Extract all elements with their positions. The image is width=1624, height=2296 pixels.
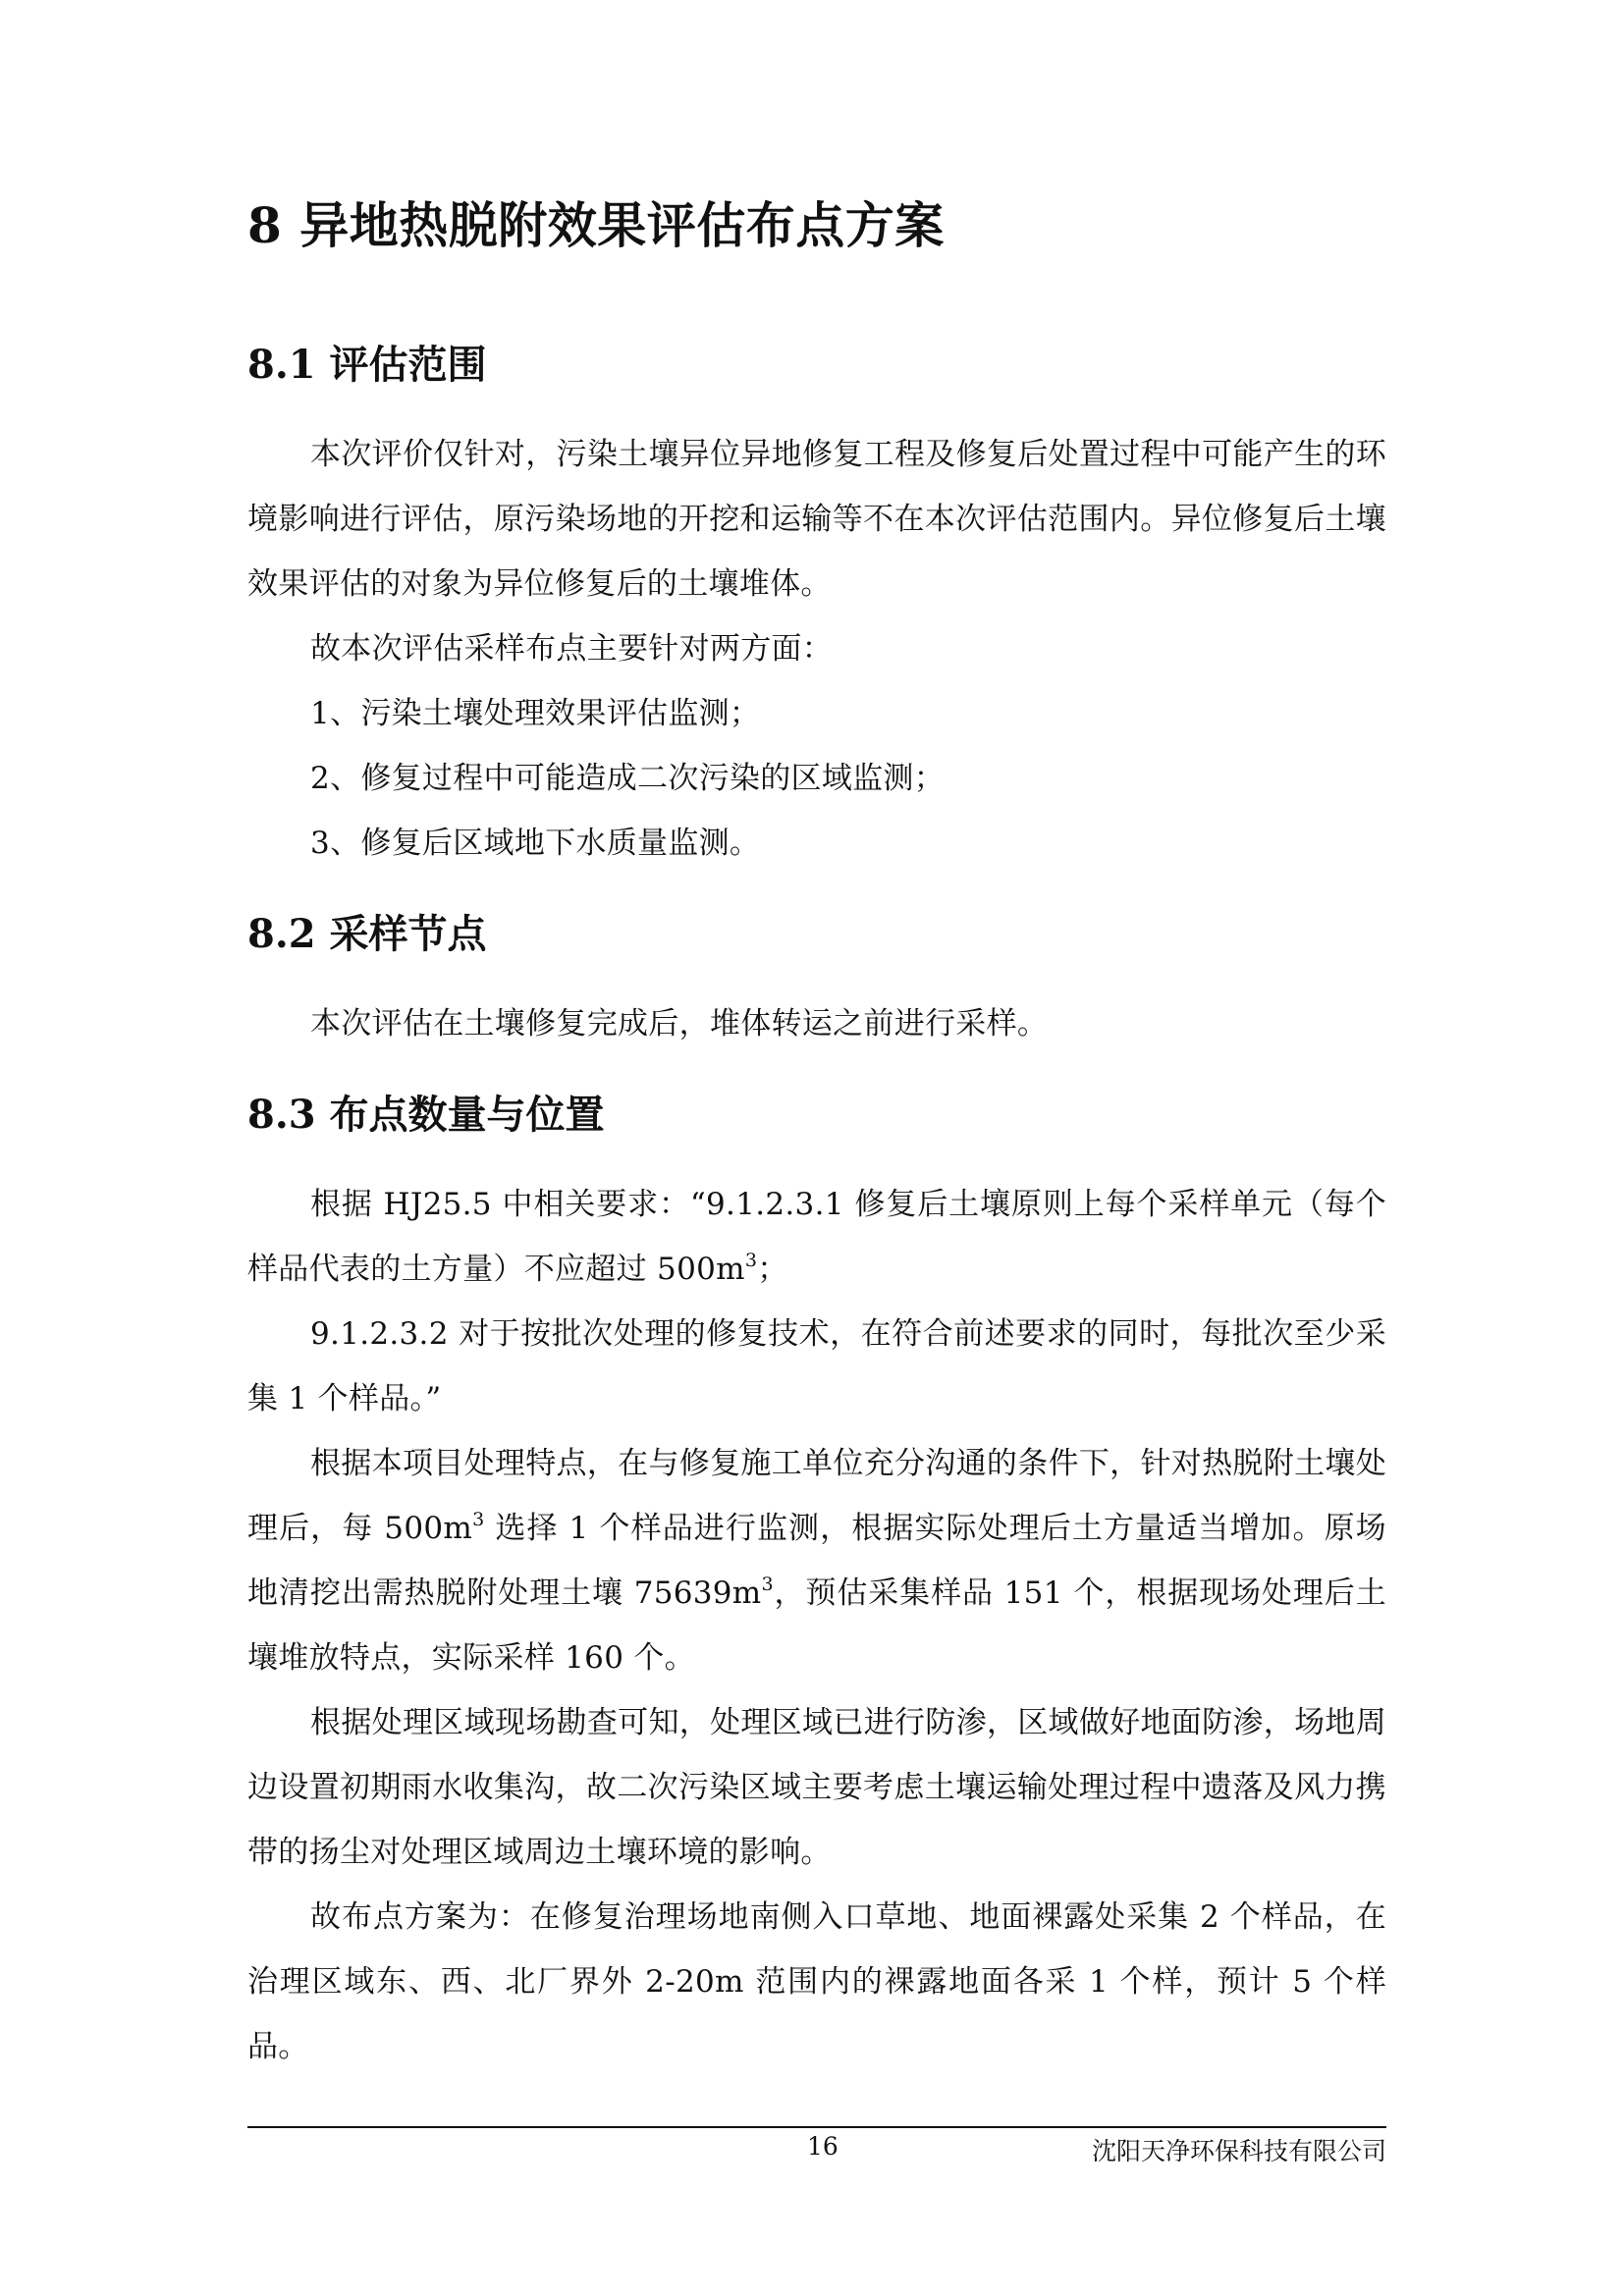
paragraph: 本次评估在土壤修复完成后，堆体转运之前进行采样。: [310, 1006, 1049, 1041]
section-heading-8-2: 8.2 采样节点: [247, 911, 487, 957]
page-number: 16: [807, 2132, 839, 2161]
paragraph: [247, 1172, 1386, 1302]
paragraph: 根据处理区域现场勘查可知，处理区域已进行防渗，区域做好地面防渗，场地周边设置初期雨水收集沟，故二次污染区域主要考虑土壤运输处理过程中遗落及风力携带的扬尘对处理区域周边土壤环境的影响。: [247, 1705, 1386, 1870]
section-heading-8-3: 8.3 布点数量与位置: [247, 1092, 605, 1138]
paragraph: 本次评价仅针对，污染土壤异位异地修复工程及修复后处置过程中可能产生的环境影响进行评估，原污染场地的开挖和运输等不在本次评估范围内。异位修复后土壤效果评估的对象为异位修复后的土壤堆体。: [247, 437, 1386, 602]
superscript: 3: [761, 1573, 774, 1595]
paragraph: [247, 1431, 1386, 1690]
page-footer: [247, 2126, 1386, 2187]
section-heading-8-1: 8.1 评估范围: [247, 342, 487, 388]
text-run: 根据 HJ25.5 中相关要求：“9.1.2.3.1 修复后土壤原则上每个采样单元（每个样品代表的土方量）不应超过 500m: [247, 1187, 1386, 1287]
paragraph: 故本次评估采样布点主要针对两方面：: [310, 631, 834, 667]
list-item: 3、修复后区域地下水质量监测。: [310, 826, 761, 861]
chapter-title: 8 异地热脱附效果评估布点方案: [247, 196, 945, 254]
paragraph: 9.1.2.3.2 对于按批次处理的修复技术，在符合前述要求的同时，每批次至少采集 1 个样品。”: [247, 1316, 1386, 1416]
paragraph: 故布点方案为：在修复治理场地南侧入口草地、地面裸露处采集 2 个样品，在治理区域东、西、北厂界外 2-20m 范围内的裸露地面各采 1 个样，预计 5 个样品。: [247, 1899, 1386, 2064]
company-name: 沈阳天净环保科技有限公司: [1091, 2137, 1386, 2165]
page-content: [247, 187, 1386, 2079]
list-item: 1、污染土壤处理效果评估监测；: [310, 696, 761, 731]
superscript: 3: [472, 1508, 485, 1530]
text-run: 根据本项目处理特点，在与修复施工单位充分沟通的条件下，针对热脱附土壤处理后，每 500m: [247, 1446, 1386, 1546]
text-run: ；: [757, 1252, 788, 1287]
superscript: 3: [744, 1249, 758, 1271]
text-run: ，预估采集样品 151 个，根据现场处理后土壤堆放特点，实际采样 160 个。: [247, 1575, 1386, 1676]
list-item: 2、修复过程中可能造成二次污染的区域监测；: [310, 761, 946, 796]
text-run: 选择 1 个样品进行监测，根据实际处理后土方量适当增加。原场地清挖出需热脱附处理土壤 75639m: [247, 1511, 1386, 1611]
